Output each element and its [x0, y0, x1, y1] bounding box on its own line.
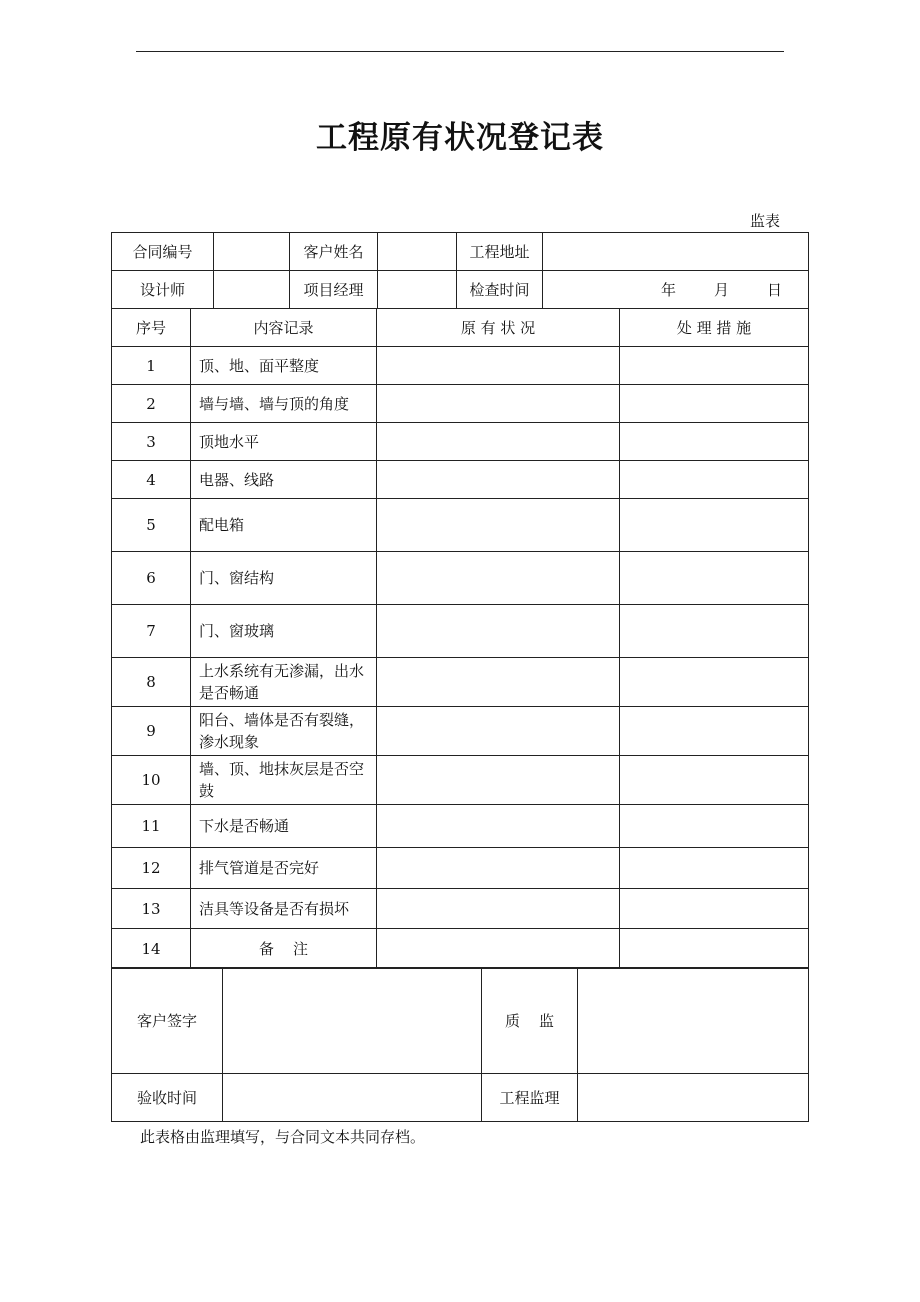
- row-content: 洁具等设备是否有损坏: [191, 889, 377, 929]
- signature-table: [111, 967, 809, 1122]
- condition-cell[interactable]: [377, 889, 620, 929]
- table-row: [112, 658, 809, 707]
- condition-cell[interactable]: [377, 805, 620, 848]
- measures-cell[interactable]: [620, 552, 809, 605]
- table-row: [112, 605, 809, 658]
- table-row: [112, 889, 809, 929]
- row-content: 顶地水平: [191, 423, 377, 461]
- measures-cell[interactable]: [620, 423, 809, 461]
- row-content: 配电箱: [191, 499, 377, 552]
- acceptance-time-field[interactable]: [223, 1074, 482, 1122]
- row-content: 顶、地、面平整度: [191, 347, 377, 385]
- table-row: [112, 552, 809, 605]
- table-row: [112, 756, 809, 805]
- contract-no-label: 合同编号: [112, 233, 214, 271]
- measures-cell[interactable]: [620, 347, 809, 385]
- condition-cell[interactable]: [377, 929, 620, 969]
- row-number: 3: [112, 423, 191, 461]
- measures-cell[interactable]: [620, 658, 809, 707]
- row-content: 排气管道是否完好: [191, 848, 377, 889]
- col-condition-header: 原 有 状 况: [377, 309, 620, 347]
- row-number: 9: [112, 707, 191, 756]
- condition-cell[interactable]: [377, 756, 620, 805]
- row-number: 7: [112, 605, 191, 658]
- row-content: 门、窗结构: [191, 552, 377, 605]
- row-number: 2: [112, 385, 191, 423]
- inspection-time-label: 检查时间: [457, 271, 543, 309]
- date-day: 日: [766, 280, 782, 299]
- project-manager-field[interactable]: [378, 271, 457, 309]
- table-row: [112, 385, 809, 423]
- condition-cell[interactable]: [377, 461, 620, 499]
- row-content: 门、窗玻璃: [191, 605, 377, 658]
- inspection-table: [111, 308, 809, 969]
- table-row: [112, 347, 809, 385]
- row-content: 上水系统有无渗漏，出水是否畅通: [191, 658, 377, 707]
- form-code: 监表: [749, 212, 780, 230]
- row-number: 12: [112, 848, 191, 889]
- contract-no-field[interactable]: [214, 233, 290, 271]
- row-number: 11: [112, 805, 191, 848]
- customer-signature-label: 客户签字: [112, 968, 223, 1074]
- customer-name-field[interactable]: [378, 233, 457, 271]
- row-number: 10: [112, 756, 191, 805]
- row-number: 8: [112, 658, 191, 707]
- condition-cell[interactable]: [377, 552, 620, 605]
- row-number: 5: [112, 499, 191, 552]
- condition-cell[interactable]: [377, 848, 620, 889]
- condition-cell[interactable]: [377, 499, 620, 552]
- customer-name-label: 客户姓名: [290, 233, 378, 271]
- table-row: [112, 461, 809, 499]
- col-seq-header: 序号: [112, 309, 191, 347]
- project-manager-label: 项目经理: [290, 271, 378, 309]
- col-measures-header: 处 理 措 施: [620, 309, 809, 347]
- row-content: 墙、顶、地抹灰层是否空鼓: [191, 756, 377, 805]
- row-number: 13: [112, 889, 191, 929]
- measures-cell[interactable]: [620, 889, 809, 929]
- condition-cell[interactable]: [377, 423, 620, 461]
- acceptance-time-label: 验收时间: [112, 1074, 223, 1122]
- supervisor-field[interactable]: [578, 1074, 809, 1122]
- row-content: 阳台、墙体是否有裂缝，渗水现象: [191, 707, 377, 756]
- designer-field[interactable]: [214, 271, 290, 309]
- col-content-header: 内容记录: [191, 309, 377, 347]
- inspection-date-field[interactable]: [543, 271, 809, 309]
- header-rule: [136, 51, 784, 52]
- row-number: 14: [112, 929, 191, 969]
- condition-cell[interactable]: [377, 347, 620, 385]
- condition-cell[interactable]: [377, 605, 620, 658]
- customer-signature-field[interactable]: [223, 968, 482, 1074]
- row-content: 墙与墙、墙与顶的角度: [191, 385, 377, 423]
- row-content: 电器、线路: [191, 461, 377, 499]
- date-year: 年: [660, 280, 676, 299]
- table-row: [112, 423, 809, 461]
- measures-cell[interactable]: [620, 848, 809, 889]
- table-row: [112, 499, 809, 552]
- info-table: [111, 232, 809, 309]
- condition-cell[interactable]: [377, 707, 620, 756]
- table-row: [112, 929, 809, 969]
- row-number: 6: [112, 552, 191, 605]
- measures-cell[interactable]: [620, 805, 809, 848]
- quality-supervision-field[interactable]: [578, 968, 809, 1074]
- quality-supervision-label: 质 监: [482, 968, 578, 1074]
- footnote: 此表格由监理填写，与合同文本共同存档。: [140, 1128, 426, 1146]
- condition-cell[interactable]: [377, 658, 620, 707]
- table-row: [112, 805, 809, 848]
- row-number: 4: [112, 461, 191, 499]
- remarks-label: 备 注: [191, 929, 377, 969]
- measures-cell[interactable]: [620, 929, 809, 969]
- measures-cell[interactable]: [620, 385, 809, 423]
- measures-cell[interactable]: [620, 605, 809, 658]
- measures-cell[interactable]: [620, 461, 809, 499]
- project-address-label: 工程地址: [457, 233, 543, 271]
- designer-label: 设计师: [112, 271, 214, 309]
- table-row: [112, 848, 809, 889]
- measures-cell[interactable]: [620, 499, 809, 552]
- page-title: 工程原有状况登记表: [316, 120, 604, 156]
- date-month: 月: [713, 280, 729, 299]
- row-number: 1: [112, 347, 191, 385]
- supervisor-label: 工程监理: [482, 1074, 578, 1122]
- measures-cell[interactable]: [620, 707, 809, 756]
- project-address-field[interactable]: [543, 233, 809, 271]
- table-row: [112, 707, 809, 756]
- measures-cell[interactable]: [620, 756, 809, 805]
- row-content: 下水是否畅通: [191, 805, 377, 848]
- condition-cell[interactable]: [377, 385, 620, 423]
